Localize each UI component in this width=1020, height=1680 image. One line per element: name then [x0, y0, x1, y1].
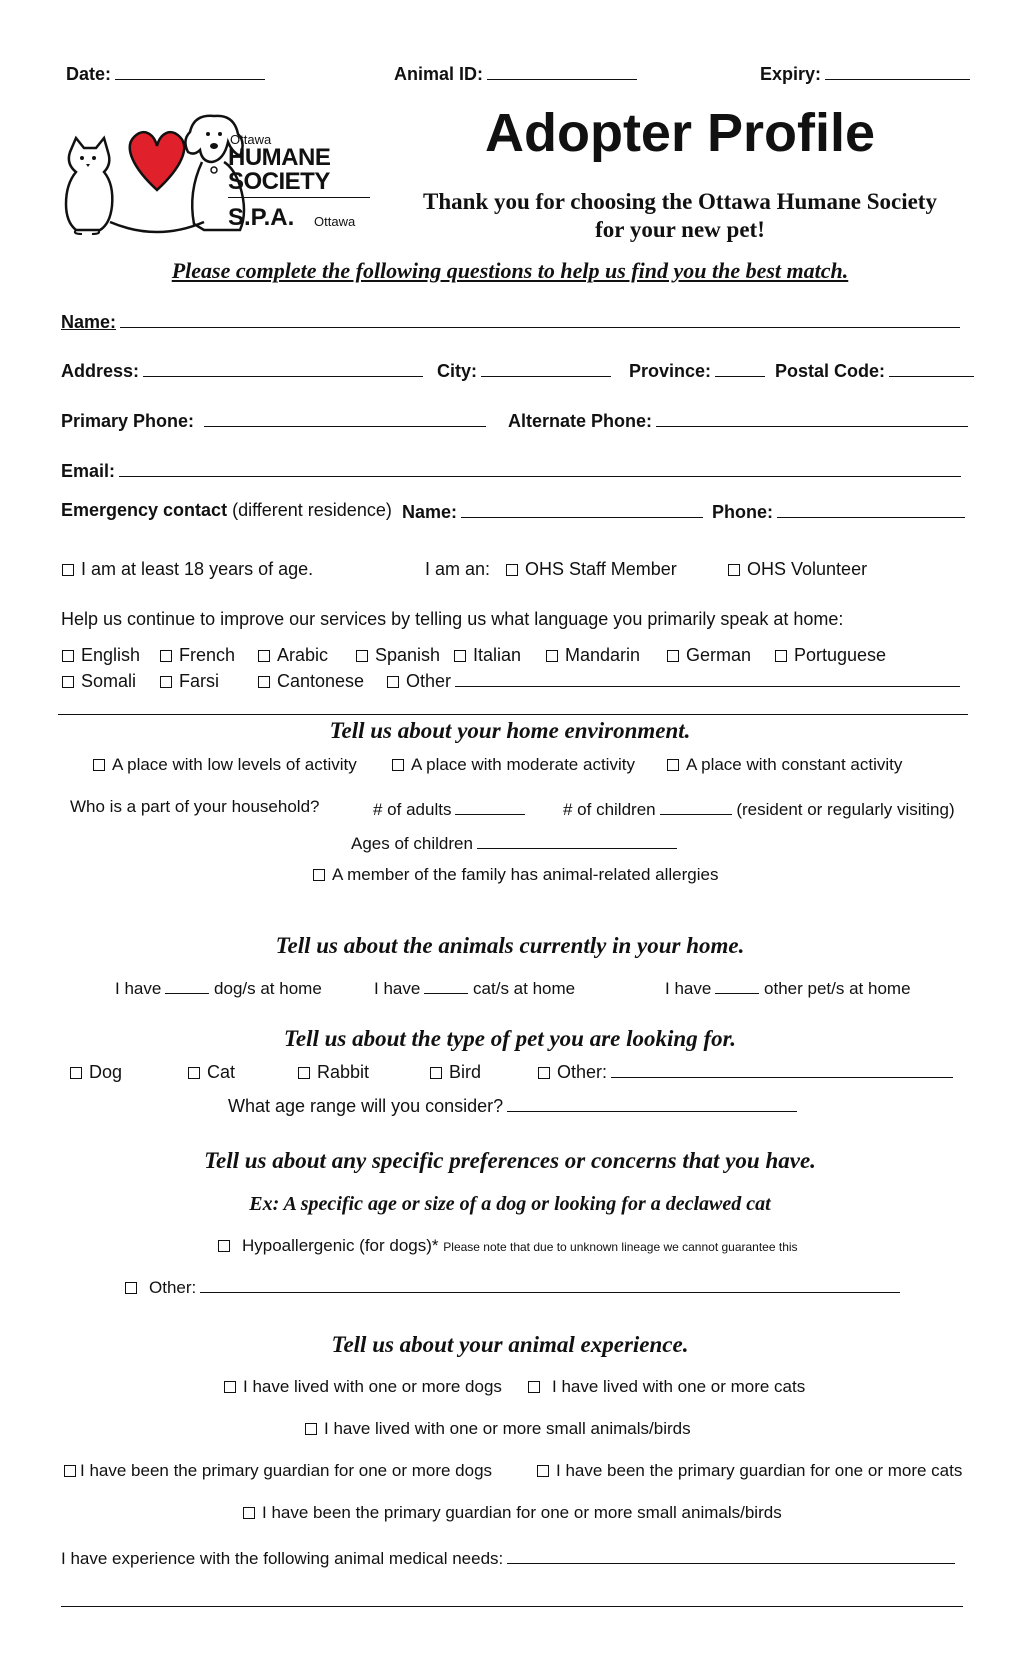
household-label: Who is a part of your household?: [70, 797, 320, 816]
language-row-1: [62, 645, 962, 666]
emergency-name-field[interactable]: [402, 500, 703, 523]
guardian-dogs-label: I have been the primary guardian for one or more dogs: [80, 1461, 493, 1480]
instructions: Please complete the following questions to help us find you the best match.: [171, 258, 849, 283]
alternate-phone-label: Alternate Phone:: [508, 411, 653, 431]
language-option-arabic[interactable]: [258, 645, 356, 666]
pet-type-other-input-line[interactable]: [611, 1060, 953, 1078]
expiry-input-line[interactable]: [825, 62, 970, 80]
language-label: German: [686, 645, 752, 665]
city-field[interactable]: [437, 359, 611, 382]
lived-dogs-row[interactable]: [224, 1377, 502, 1397]
logo-ottawa-bottom: Ottawa: [314, 214, 356, 229]
preference-other-checkbox[interactable]: [125, 1282, 137, 1294]
i-have-label: I have: [115, 979, 162, 998]
guardian-dogs-row[interactable]: [64, 1461, 492, 1481]
age-range-field[interactable]: [228, 1094, 797, 1117]
checkbox[interactable]: [538, 1067, 550, 1079]
emergency-phone-label: Phone:: [712, 502, 773, 522]
checkbox[interactable]: [546, 650, 558, 662]
children-ages-field[interactable]: [351, 831, 677, 854]
pet-type-label: Rabbit: [317, 1062, 370, 1082]
email-field[interactable]: [61, 459, 961, 482]
checkbox[interactable]: [160, 676, 172, 688]
language-option-spanish[interactable]: [356, 645, 454, 666]
staff-label: OHS Staff Member: [525, 559, 677, 579]
logo-spa: S.P.A.: [228, 204, 295, 231]
primary-phone-label: Primary Phone:: [61, 411, 195, 431]
address-field[interactable]: [61, 359, 423, 382]
alternate-phone-field[interactable]: [508, 409, 968, 432]
pet-type-rabbit[interactable]: [298, 1062, 430, 1083]
checkbox[interactable]: [667, 650, 679, 662]
hypoallergenic-note: Please note that due to unknown lineage we cannot guarantee this: [443, 1240, 798, 1254]
language-option-french[interactable]: [160, 645, 258, 666]
page-title: Adopter Profile: [484, 103, 876, 163]
activity-constant-row[interactable]: [667, 755, 902, 775]
language-label: Somali: [81, 671, 137, 691]
age-range-input-line[interactable]: [507, 1094, 797, 1112]
checkbox[interactable]: [454, 650, 466, 662]
staff-checkbox-row[interactable]: [506, 559, 677, 580]
logo-society: SOCIETY: [228, 168, 330, 195]
language-option-somali[interactable]: [62, 671, 160, 692]
preferences-heading: Tell us about any specific preferences or concerns that you have.: [204, 1148, 816, 1173]
age-checkbox-row[interactable]: [62, 559, 313, 580]
activity-low-label: A place with low levels of activity: [112, 755, 357, 774]
checkbox[interactable]: [188, 1067, 200, 1079]
checkbox[interactable]: [258, 676, 270, 688]
lived-small-checkbox[interactable]: [305, 1423, 317, 1435]
thanks-message: [410, 188, 950, 244]
language-option-other[interactable]: [387, 669, 960, 692]
animal-id-label: Animal ID:: [394, 64, 484, 84]
date-label: Date:: [66, 64, 112, 84]
lived-dogs-label: I have lived with one or more dogs: [243, 1377, 502, 1396]
animal-id-input-line[interactable]: [487, 62, 637, 80]
pet-type-label: Cat: [207, 1062, 236, 1082]
language-label: Portuguese: [794, 645, 887, 665]
dogs-count-input-line[interactable]: [165, 976, 209, 994]
expiry-label: Expiry:: [760, 64, 822, 84]
pet-type-other[interactable]: [538, 1060, 953, 1083]
name-field[interactable]: [61, 310, 960, 333]
i-have-label: I have: [374, 979, 421, 998]
checkbox[interactable]: [298, 1067, 310, 1079]
volunteer-checkbox-row[interactable]: [728, 559, 867, 580]
lived-small-label: I have lived with one or more small animals/birds: [324, 1419, 691, 1438]
emergency-phone-input-line[interactable]: [777, 500, 965, 518]
hypoallergenic-label: Hypoallergenic (for dogs)*: [242, 1236, 439, 1255]
adults-label: # of adults: [373, 800, 452, 819]
logo-ottawa-top: Ottawa: [230, 132, 272, 147]
preference-other-row[interactable]: [125, 1275, 900, 1298]
age-checkbox[interactable]: [62, 564, 74, 576]
pet-type-options: [70, 1060, 970, 1083]
experience-heading: Tell us about your animal experience.: [331, 1332, 689, 1357]
lived-small-row[interactable]: [305, 1419, 691, 1439]
postal-code-field[interactable]: [775, 359, 974, 382]
email-input-line[interactable]: [119, 459, 961, 477]
checkbox[interactable]: [775, 650, 787, 662]
name-input-line[interactable]: [120, 310, 960, 328]
allergies-row[interactable]: [313, 865, 718, 885]
staff-checkbox[interactable]: [506, 564, 518, 576]
language-label: Italian: [473, 645, 522, 665]
emergency-contact-row: [61, 500, 392, 521]
children-note: (resident or regularly visiting): [736, 800, 955, 819]
checkbox[interactable]: [62, 650, 74, 662]
pet-type-cat[interactable]: [188, 1062, 298, 1083]
guardian-cats-row[interactable]: [537, 1461, 962, 1481]
allergies-label: A member of the family has animal-related allergies: [332, 865, 719, 884]
activity-constant-label: A place with constant activity: [686, 755, 903, 774]
other-pets-count-input-line[interactable]: [715, 976, 759, 994]
emergency-contact-note: (different residence): [232, 500, 392, 520]
guardian-small-checkbox[interactable]: [243, 1507, 255, 1519]
checkbox[interactable]: [356, 650, 368, 662]
guardian-cats-label: I have been the primary guardian for one or more cats: [556, 1461, 963, 1480]
activity-moderate-label: A place with moderate activity: [411, 755, 635, 774]
language-label: English: [81, 645, 141, 665]
i-have-label: I have: [665, 979, 712, 998]
pet-type-label: Other:: [557, 1062, 608, 1082]
emergency-name-label: Name:: [402, 502, 458, 522]
lived-cats-label: I have lived with one or more cats: [552, 1377, 806, 1396]
children-ages-label: Ages of children: [351, 834, 473, 853]
logo-humane: HUMANE: [228, 144, 331, 171]
cats-count-input-line[interactable]: [424, 976, 468, 994]
emergency-phone-field[interactable]: [712, 500, 965, 523]
medical-needs-label: I have experience with the following animal medical needs:: [61, 1549, 504, 1568]
activity-moderate-row[interactable]: [392, 755, 635, 775]
guardian-small-label: I have been the primary guardian for one or more small animals/birds: [262, 1503, 782, 1522]
dogs-count-field[interactable]: [115, 976, 322, 999]
city-input-line[interactable]: [481, 359, 611, 377]
cats-count-field[interactable]: [374, 976, 575, 999]
pet-type-bird[interactable]: [430, 1062, 538, 1083]
alternate-phone-input-line[interactable]: [656, 409, 968, 427]
checkbox[interactable]: [160, 650, 172, 662]
language-prompt: Help us continue to improve our services by telling us what language you primarily speak at home:: [61, 609, 844, 629]
language-label: Farsi: [179, 671, 219, 691]
language-option-cantonese[interactable]: [258, 671, 387, 692]
guardian-dogs-checkbox[interactable]: [64, 1465, 76, 1477]
lived-cats-checkbox[interactable]: [528, 1381, 540, 1393]
primary-phone-field[interactable]: [61, 409, 486, 432]
checkbox[interactable]: [430, 1067, 442, 1079]
pet-type-label: Bird: [449, 1062, 482, 1082]
address-input-line[interactable]: [143, 359, 423, 377]
volunteer-label: OHS Volunteer: [747, 559, 868, 579]
expiry-field[interactable]: [760, 62, 970, 85]
language-row-2: [62, 669, 962, 692]
lived-cats-row[interactable]: [528, 1377, 805, 1397]
language-option-farsi[interactable]: [160, 671, 258, 692]
hypoallergenic-row[interactable]: [218, 1236, 798, 1256]
activity-constant-checkbox[interactable]: [667, 759, 679, 771]
section-divider: [58, 714, 968, 715]
postal-code-input-line[interactable]: [889, 359, 974, 377]
activity-low-checkbox[interactable]: [93, 759, 105, 771]
name-label: Name:: [61, 312, 117, 332]
language-label: French: [179, 645, 236, 665]
preference-other-input-line[interactable]: [200, 1275, 900, 1293]
i-am-an-label: I am an:: [425, 559, 491, 579]
language-option-german[interactable]: [667, 645, 775, 666]
date-field[interactable]: [66, 62, 265, 85]
other-pets-label: other pet/s at home: [764, 979, 911, 998]
guardian-cats-checkbox[interactable]: [537, 1465, 549, 1477]
lived-dogs-checkbox[interactable]: [224, 1381, 236, 1393]
email-label: Email:: [61, 461, 116, 481]
home-heading: Tell us about your home environment.: [329, 718, 691, 743]
age-checkbox-label: I am at least 18 years of age.: [81, 559, 314, 579]
cat-heart-dog-icon: [62, 112, 252, 240]
guardian-small-row[interactable]: [243, 1503, 782, 1523]
language-option-portuguese[interactable]: [775, 645, 886, 666]
checkbox[interactable]: [258, 650, 270, 662]
other-pets-count-field[interactable]: [665, 976, 911, 999]
thanks-line-2: for your new pet!: [595, 217, 765, 242]
province-label: Province:: [629, 361, 712, 381]
children-ages-input-line[interactable]: [477, 831, 677, 849]
address-label: Address:: [61, 361, 140, 381]
children-field[interactable]: [563, 797, 955, 820]
animal-id-field[interactable]: [394, 62, 637, 85]
province-field[interactable]: [629, 359, 765, 382]
language-option-english[interactable]: [62, 645, 160, 666]
language-label: Other: [406, 671, 452, 691]
preferences-example: Ex: A specific age or size of a dog or looking for a declawed cat: [249, 1193, 771, 1215]
postal-code-label: Postal Code:: [775, 361, 886, 381]
checkbox[interactable]: [62, 676, 74, 688]
preference-other-label: Other:: [149, 1278, 197, 1297]
city-label: City:: [437, 361, 477, 381]
volunteer-checkbox[interactable]: [728, 564, 740, 576]
age-range-label: What age range will you consider?: [228, 1096, 504, 1116]
emergency-name-input-line[interactable]: [461, 500, 703, 518]
emergency-contact-label: Emergency contact: [61, 500, 228, 520]
activity-low-row[interactable]: [93, 755, 357, 775]
logo-divider: [228, 197, 370, 198]
language-label: Spanish: [375, 645, 441, 665]
cats-label: cat/s at home: [473, 979, 576, 998]
thanks-line-1: Thank you for choosing the Ottawa Humane Society: [423, 189, 937, 214]
medical-needs-continuation-line[interactable]: [61, 1606, 963, 1607]
adults-input-line[interactable]: [455, 797, 525, 815]
language-other-input-line[interactable]: [455, 669, 960, 687]
hypoallergenic-checkbox[interactable]: [218, 1240, 230, 1252]
checkbox[interactable]: [70, 1067, 82, 1079]
medical-needs-input-line[interactable]: [507, 1546, 955, 1564]
ohs-logo: [62, 112, 372, 240]
current-animals-heading: Tell us about the animals currently in your home.: [275, 933, 745, 958]
language-option-italian[interactable]: [454, 645, 546, 666]
adults-field[interactable]: [373, 797, 525, 820]
allergies-checkbox[interactable]: [313, 869, 325, 881]
children-input-line[interactable]: [660, 797, 732, 815]
dogs-label: dog/s at home: [214, 979, 322, 998]
language-option-mandarin[interactable]: [546, 645, 667, 666]
date-input-line[interactable]: [115, 62, 265, 80]
primary-phone-input-line[interactable]: [204, 409, 486, 427]
activity-moderate-checkbox[interactable]: [392, 759, 404, 771]
language-label: Arabic: [277, 645, 329, 665]
province-input-line[interactable]: [715, 359, 765, 377]
checkbox[interactable]: [387, 676, 399, 688]
pet-type-dog[interactable]: [70, 1062, 188, 1083]
medical-needs-field[interactable]: [61, 1546, 955, 1569]
language-label: Mandarin: [565, 645, 641, 665]
pet-type-label: Dog: [89, 1062, 123, 1082]
language-label: Cantonese: [277, 671, 365, 691]
pet-type-heading: Tell us about the type of pet you are looking for.: [283, 1026, 737, 1051]
children-label: # of children: [563, 800, 656, 819]
